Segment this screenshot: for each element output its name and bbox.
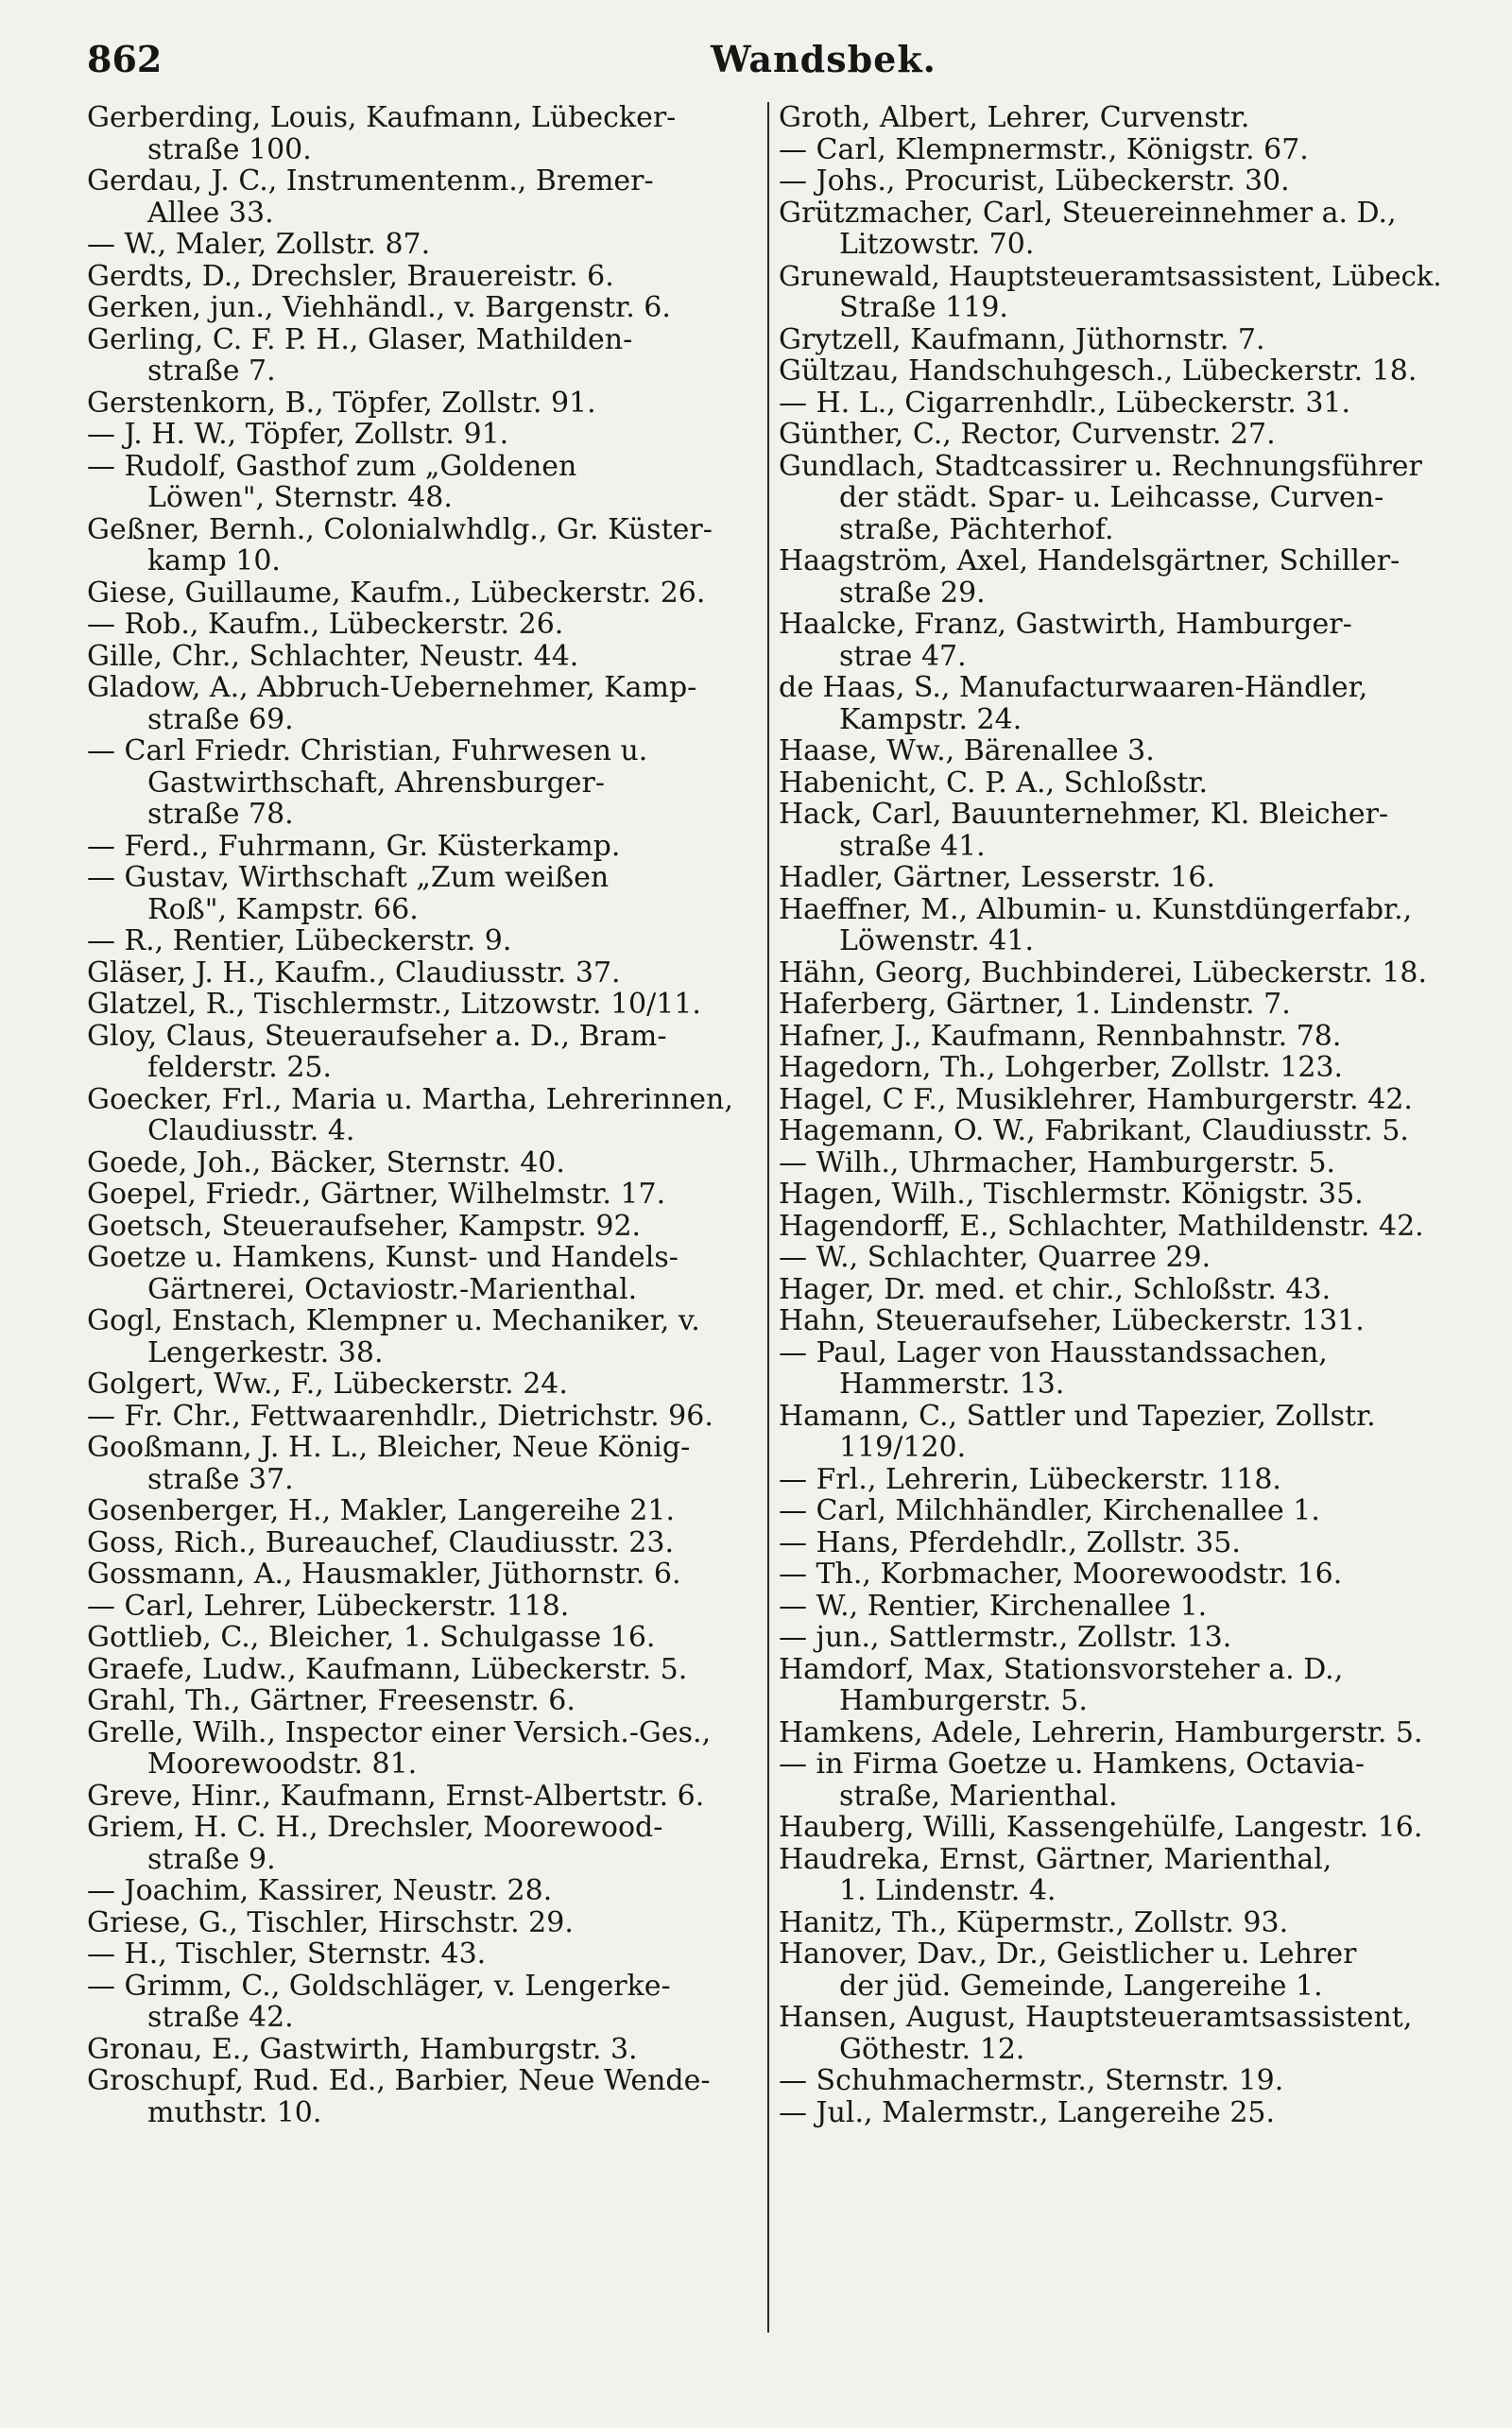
directory-entry-line: Grahl, Th., Gärtner, Freesenstr. 6. bbox=[87, 1685, 576, 1717]
directory-entry-line: Gille, Chr., Schlachter, Neustr. 44. bbox=[87, 640, 579, 672]
directory-entry-line: Haudreka, Ernst, Gärtner, Marienthal, bbox=[779, 1843, 1332, 1875]
running-head: Wandsbek. bbox=[711, 38, 936, 80]
directory-entry-line: Gooßmann, J. H. L., Bleicher, Neue König- bbox=[87, 1432, 691, 1464]
directory-entry-line: kamp 10. bbox=[147, 545, 281, 577]
directory-entry-line: Gastwirthschaft, Ahrensburger- bbox=[147, 766, 606, 799]
directory-entry-line: straße 7. bbox=[147, 355, 276, 387]
directory-entry-line: — Rob., Kaufm., Lübeckerstr. 26. bbox=[87, 609, 564, 641]
directory-entry-line: Kampstr. 24. bbox=[839, 703, 1022, 735]
page-number: 862 bbox=[87, 38, 163, 80]
column-divider bbox=[767, 102, 769, 2333]
directory-entry-line: Hagen, Wilh., Tischlermstr. Königstr. 35. bbox=[779, 1179, 1364, 1211]
directory-entry-line: — Fr. Chr., Fettwaarenhdlr., Dietrichstr. 96. bbox=[87, 1400, 713, 1432]
directory-entry-line: — Grimm, C., Goldschläger, v. Lengerke- bbox=[87, 1970, 671, 2002]
directory-entry-line: Graefe, Ludw., Kaufmann, Lübeckerstr. 5. bbox=[87, 1653, 688, 1685]
directory-entry-line: Gerberding, Louis, Kaufmann, Lübecker- bbox=[87, 102, 677, 134]
directory-entry-line: Löwen", Sternstr. 48. bbox=[147, 482, 453, 514]
directory-entry-line: — Joachim, Kassirer, Neustr. 28. bbox=[87, 1875, 553, 1907]
directory-entry-line: straße 69. bbox=[147, 703, 294, 735]
directory-entry-line: Hauberg, Willi, Kassengehülfe, Langestr. 16. bbox=[779, 1812, 1423, 1844]
directory-entry-line: — Gustav, Wirthschaft „Zum weißen bbox=[87, 862, 610, 894]
directory-entry-line: Gundlach, Stadtcassirer u. Rechnungsführer bbox=[779, 450, 1422, 482]
directory-entry-line: — J. H. W., Töpfer, Zollstr. 91. bbox=[87, 419, 509, 451]
directory-entry-line: Grytzell, Kaufmann, Jüthornstr. 7. bbox=[779, 323, 1265, 355]
directory-entry-line: Hafner, J., Kaufmann, Rennbahnstr. 78. bbox=[779, 1020, 1342, 1052]
directory-entry-line: Hamburgerstr. 5. bbox=[839, 1685, 1088, 1717]
directory-entry-line: — Ferd., Fuhrmann, Gr. Küsterkamp. bbox=[87, 830, 621, 862]
directory-entry-line: straße 100. bbox=[147, 133, 312, 165]
directory-entry-line: — Jul., Malermstr., Langereihe 25. bbox=[779, 2096, 1276, 2128]
directory-entry-line: Lengerkestr. 38. bbox=[147, 1336, 384, 1369]
directory-entry-line: Hamkens, Adele, Lehrerin, Hamburgerstr. 5. bbox=[779, 1716, 1423, 1748]
directory-entry-line: Grützmacher, Carl, Steuereinnehmer a. D., bbox=[779, 197, 1397, 229]
left-column bbox=[87, 102, 758, 2128]
directory-entry-line: Haase, Ww., Bärenallee 3. bbox=[779, 735, 1155, 767]
directory-entry-line: 1. Lindenstr. 4. bbox=[839, 1875, 1057, 1907]
directory-entry-line: Gossmann, A., Hausmakler, Jüthornstr. 6. bbox=[87, 1558, 681, 1591]
directory-entry-line: Straße 119. bbox=[839, 292, 1008, 324]
directory-entry-line: Litzowstr. 70. bbox=[839, 229, 1035, 261]
directory-entry-line: Hagel, C F., Musiklehrer, Hamburgerstr. 42. bbox=[779, 1083, 1413, 1115]
directory-entry-line: Goepel, Friedr., Gärtner, Wilhelmstr. 17. bbox=[87, 1179, 666, 1211]
directory-entry-line: — W., Rentier, Kirchenallee 1. bbox=[779, 1590, 1208, 1622]
right-column bbox=[779, 102, 1450, 2128]
directory-entry-line: Groth, Albert, Lehrer, Curvenstr. bbox=[779, 102, 1250, 134]
directory-entry-line: Greve, Hinr., Kaufmann, Ernst-Albertstr. 6. bbox=[87, 1780, 705, 1812]
directory-entry-line: Haeffner, M., Albumin- u. Kunstdüngerfabr., bbox=[779, 893, 1413, 925]
directory-entry-line: Löwenstr. 41. bbox=[839, 925, 1035, 957]
directory-entry-line: Hahn, Steueraufseher, Lübeckerstr. 131. bbox=[779, 1305, 1365, 1337]
directory-entry-line: Grelle, Wilh., Inspector einer Versich.-Ges., bbox=[87, 1716, 712, 1748]
directory-entry-line: Goetze u. Hamkens, Kunst- und Handels- bbox=[87, 1242, 679, 1274]
directory-columns bbox=[87, 102, 1457, 2389]
directory-entry-line: Groschupf, Rud. Ed., Barbier, Neue Wende- bbox=[87, 2065, 711, 2097]
directory-entry-line: Goede, Joh., Bäcker, Sternstr. 40. bbox=[87, 1146, 565, 1179]
directory-entry-line: Gerken, jun., Viehhändl., v. Bargenstr. 6. bbox=[87, 292, 671, 324]
directory-entry-line: Haalcke, Franz, Gastwirth, Hamburger- bbox=[779, 609, 1352, 641]
directory-entry-line: — H. L., Cigarrenhdlr., Lübeckerstr. 31. bbox=[779, 387, 1351, 419]
directory-entry-line: Hack, Carl, Bauunternehmer, Kl. Bleicher- bbox=[779, 799, 1389, 831]
directory-entry-line: — Paul, Lager von Hausstandssachen, bbox=[779, 1336, 1328, 1369]
directory-entry-line: Hansen, August, Hauptsteueramtsassistent, bbox=[779, 2002, 1413, 2034]
directory-entry-line: — in Firma Goetze u. Hamkens, Octavia- bbox=[779, 1748, 1366, 1781]
directory-entry-line: straße 37. bbox=[147, 1463, 294, 1495]
directory-entry-line: muthstr. 10. bbox=[147, 2096, 322, 2128]
directory-entry-line: Griese, G., Tischler, Hirschstr. 29. bbox=[87, 1906, 574, 1938]
directory-entry-line: Goetsch, Steueraufseher, Kampstr. 92. bbox=[87, 1210, 642, 1242]
directory-entry-line: Haagström, Axel, Handelsgärtner, Schiller- bbox=[779, 545, 1400, 577]
directory-entry-line: — Carl, Milchhändler, Kirchenallee 1. bbox=[779, 1495, 1320, 1527]
directory-entry-line: straße, Pächterhof. bbox=[839, 513, 1114, 545]
directory-entry-line: Gladow, A., Abbruch-Uebernehmer, Kamp- bbox=[87, 672, 697, 704]
directory-entry-line: 119/120. bbox=[839, 1432, 967, 1464]
directory-entry-line: Grunewald, Hauptsteueramtsassistent, Lübeck. bbox=[779, 260, 1442, 292]
directory-entry-line: — Rudolf, Gasthof zum „Goldenen bbox=[87, 450, 577, 482]
directory-entry-line: Gerling, C. F. P. H., Glaser, Mathilden- bbox=[87, 323, 633, 355]
directory-entry-line: — Johs., Procurist, Lübeckerstr. 30. bbox=[779, 165, 1290, 198]
directory-entry-line: der jüd. Gemeinde, Langereihe 1. bbox=[839, 1970, 1323, 2002]
directory-entry-line: der städt. Spar- u. Leihcasse, Curven- bbox=[839, 482, 1384, 514]
directory-entry-line: — Frl., Lehrerin, Lübeckerstr. 118. bbox=[779, 1463, 1281, 1495]
directory-entry-line: Glatzel, R., Tischlermstr., Litzowstr. 10/11. bbox=[87, 989, 701, 1021]
directory-entry-line: Habenicht, C. P. A., Schloßstr. bbox=[779, 766, 1208, 799]
directory-entry-line: Hadler, Gärtner, Lesserstr. 16. bbox=[779, 862, 1215, 894]
directory-entry-line: Gläser, J. H., Kaufm., Claudiusstr. 37. bbox=[87, 956, 621, 989]
directory-entry-line: straße 78. bbox=[147, 799, 294, 831]
directory-entry-line: Haferberg, Gärtner, 1. Lindenstr. 7. bbox=[779, 989, 1291, 1021]
directory-entry-line: straße 9. bbox=[147, 1843, 276, 1875]
directory-entry-line: Griem, H. C. H., Drechsler, Moorewood- bbox=[87, 1812, 663, 1844]
directory-entry-line: Allee 33. bbox=[147, 197, 274, 229]
directory-entry-line: Moorewoodstr. 81. bbox=[147, 1748, 418, 1781]
directory-entry-line: Geßner, Bernh., Colonialwhdlg., Gr. Küster- bbox=[87, 513, 713, 545]
directory-entry-line: — Carl Friedr. Christian, Fuhrwesen u. bbox=[87, 735, 648, 767]
directory-entry-line: Golgert, Ww., F., Lübeckerstr. 24. bbox=[87, 1369, 568, 1401]
directory-entry-line: Goecker, Frl., Maria u. Martha, Lehrerinnen, bbox=[87, 1083, 733, 1115]
directory-entry-line: — W., Maler, Zollstr. 87. bbox=[87, 229, 431, 261]
directory-entry-line: straße, Marienthal. bbox=[839, 1780, 1118, 1812]
directory-entry-line: Hanover, Dav., Dr., Geistlicher u. Lehrer bbox=[779, 1938, 1357, 1971]
directory-entry-line: — Th., Korbmacher, Moorewoodstr. 16. bbox=[779, 1558, 1343, 1591]
page-header bbox=[87, 38, 1457, 95]
directory-entry-line: — R., Rentier, Lübeckerstr. 9. bbox=[87, 925, 512, 957]
directory-entry-line: Hähn, Georg, Buchbinderei, Lübeckerstr. 18. bbox=[779, 956, 1428, 989]
directory-entry-line: — Wilh., Uhrmacher, Hamburgerstr. 5. bbox=[779, 1146, 1336, 1179]
directory-entry-line: Gloy, Claus, Steueraufseher a. D., Bram- bbox=[87, 1020, 667, 1052]
directory-entry-line: — H., Tischler, Sternstr. 43. bbox=[87, 1938, 487, 1971]
directory-entry-line: de Haas, S., Manufacturwaaren-Händler, bbox=[779, 672, 1368, 704]
directory-entry-line: Hager, Dr. med. et chir., Schloßstr. 43. bbox=[779, 1273, 1332, 1305]
directory-entry-line: straße 29. bbox=[839, 577, 986, 609]
directory-entry-line: Gültzau, Handschuhgesch., Lübeckerstr. 18. bbox=[779, 355, 1418, 387]
directory-entry-line: Gogl, Enstach, Klempner u. Mechaniker, v. bbox=[87, 1305, 700, 1337]
directory-entry-line: Gerstenkorn, B., Töpfer, Zollstr. 91. bbox=[87, 387, 596, 419]
directory-entry-line: — Carl, Klempnermstr., Königstr. 67. bbox=[779, 133, 1309, 165]
directory-entry-line: Gärtnerei, Octaviostr.-Marienthal. bbox=[147, 1273, 638, 1305]
directory-entry-line: — W., Schlachter, Quarree 29. bbox=[779, 1242, 1211, 1274]
directory-entry-line: strae 47. bbox=[839, 640, 967, 672]
directory-entry-line: — Carl, Lehrer, Lübeckerstr. 118. bbox=[87, 1590, 570, 1622]
directory-entry-line: Hamdorf, Max, Stationsvorsteher a. D., bbox=[779, 1653, 1344, 1685]
directory-entry-line: — jun., Sattlermstr., Zollstr. 13. bbox=[779, 1622, 1232, 1654]
directory-entry-line: felderstr. 25. bbox=[147, 1052, 333, 1084]
directory-entry-line: — Hans, Pferdehdlr., Zollstr. 35. bbox=[779, 1526, 1241, 1558]
directory-entry-line: Günther, C., Rector, Curvenstr. 27. bbox=[779, 419, 1276, 451]
directory-entry-line: Hammerstr. 13. bbox=[839, 1369, 1065, 1401]
directory-entry-line: Hanitz, Th., Küpermstr., Zollstr. 93. bbox=[779, 1906, 1289, 1938]
directory-entry-line: Goss, Rich., Bureauchef, Claudiusstr. 23. bbox=[87, 1526, 675, 1558]
directory-entry-line: Hagemann, O. W., Fabrikant, Claudiusstr. 5. bbox=[779, 1115, 1409, 1147]
directory-entry-line: straße 41. bbox=[839, 830, 986, 862]
directory-entry-line: Roß", Kampstr. 66. bbox=[147, 893, 419, 925]
directory-entry-line: Gerdts, D., Drechsler, Brauereistr. 6. bbox=[87, 260, 614, 292]
directory-entry-line: Gosenberger, H., Makler, Langereihe 21. bbox=[87, 1495, 675, 1527]
directory-entry-line: Claudiusstr. 4. bbox=[147, 1115, 355, 1147]
directory-entry-line: straße 42. bbox=[147, 2002, 294, 2034]
directory-entry-line: Giese, Guillaume, Kaufm., Lübeckerstr. 26. bbox=[87, 577, 706, 609]
directory-entry-line: — Schuhmachermstr., Sternstr. 19. bbox=[779, 2065, 1284, 2097]
directory-entry-line: Göthestr. 12. bbox=[839, 2033, 1025, 2065]
directory-entry-line: Gerdau, J. C., Instrumentenm., Bremer- bbox=[87, 165, 654, 198]
directory-entry-line: Hamann, C., Sattler und Tapezier, Zollstr. bbox=[779, 1400, 1376, 1432]
directory-entry-line: Hagendorff, E., Schlachter, Mathildenstr. 42. bbox=[779, 1210, 1424, 1242]
directory-entry-line: Gottlieb, C., Bleicher, 1. Schulgasse 16. bbox=[87, 1622, 656, 1654]
directory-entry-line: Gronau, E., Gastwirth, Hamburgstr. 3. bbox=[87, 2033, 638, 2065]
directory-entry-line: Hagedorn, Th., Lohgerber, Zollstr. 123. bbox=[779, 1052, 1344, 1084]
